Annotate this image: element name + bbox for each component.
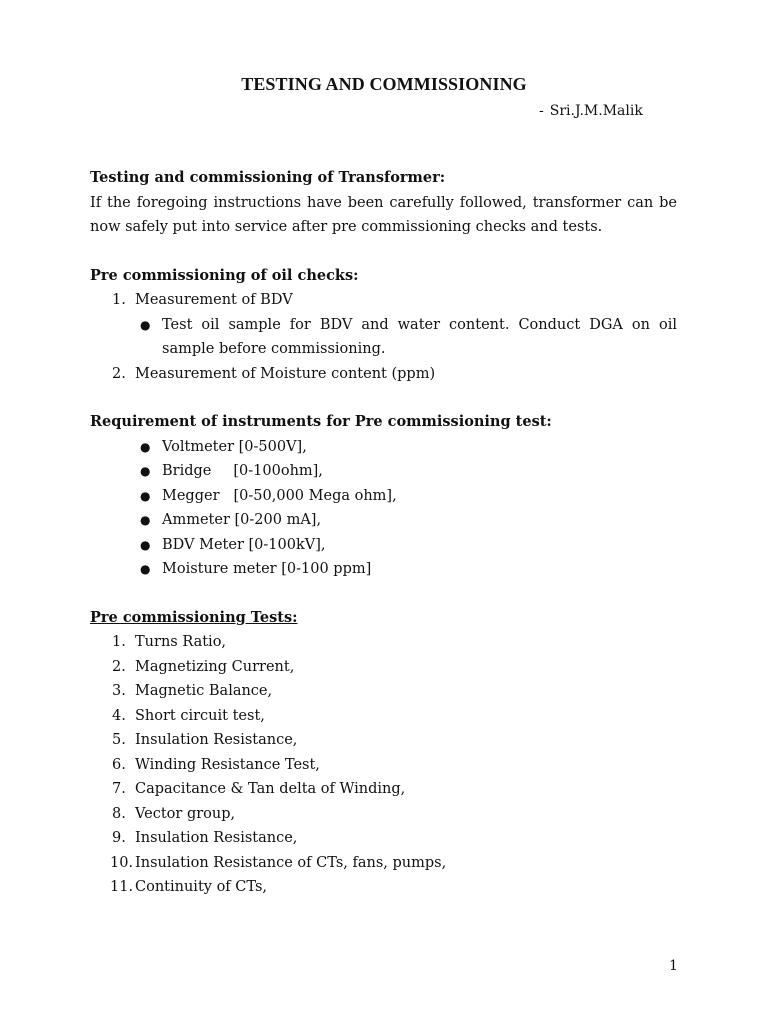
bullet-icon: ● — [140, 537, 151, 552]
instrument-name: Megger — [162, 487, 220, 504]
list-item-number: 9. — [112, 830, 126, 846]
author-name: Sri.J.M.Malik — [549, 103, 643, 119]
list-item-number: 7. — [112, 781, 126, 797]
list-item — [90, 753, 677, 778]
list-item-number: 1. — [112, 634, 126, 650]
list-item-number: 2. — [112, 365, 126, 382]
list-item-text: Insulation Resistance, — [135, 732, 298, 748]
list-item-text: Short circuit test, — [135, 707, 265, 724]
list-item — [90, 728, 677, 753]
list-item-number: 4. — [112, 707, 126, 724]
intro-paragraph: If the foregoing instructions have been carefully followed, transformer can be now safely put into service after pre commissioning checks and tests. — [90, 194, 677, 235]
list-item — [90, 288, 677, 313]
tests-list — [90, 630, 677, 900]
list-item — [90, 704, 677, 729]
bullet-item — [90, 484, 677, 509]
section-heading-instruments: Requirement of instruments for Pre commissioning test: — [90, 413, 552, 430]
list-item-text: Continuity of CTs, — [135, 879, 268, 895]
bullet-icon: ● — [140, 464, 151, 478]
bullet-icon: ● — [140, 513, 151, 527]
list-item-text: Magnetic Balance, — [135, 683, 273, 699]
instrument-range: [0-100ohm], — [233, 463, 323, 479]
author-dash: - — [539, 103, 544, 119]
bullet-icon: ● — [140, 439, 151, 454]
bullet-icon: ● — [140, 317, 151, 332]
list-item-number: 8. — [112, 805, 126, 822]
instrument-name: Moisture meter [0-100 ppm] — [162, 561, 372, 577]
list-item-number: 6. — [112, 756, 126, 773]
list-item-text: Turns Ratio, — [135, 634, 227, 650]
section-spacer — [90, 240, 677, 264]
list-item — [90, 851, 677, 876]
list-item — [90, 679, 677, 704]
bullet-icon: ● — [140, 488, 151, 503]
bullet-item — [90, 533, 677, 558]
instrument-range: [0-50,000 Mega ohm], — [233, 487, 397, 504]
list-item — [90, 802, 677, 827]
list-item — [90, 875, 677, 900]
list-item — [90, 655, 677, 680]
page-number: 1 — [669, 958, 678, 974]
section-heading-transformer: Testing and commissioning of Transformer: — [90, 169, 446, 186]
bullet-item — [90, 508, 677, 533]
list-item — [90, 826, 677, 851]
list-item-number: 1. — [112, 292, 126, 308]
instrument-name: Ammeter [0-200 mA], — [162, 512, 322, 528]
list-item-number: 5. — [112, 732, 126, 748]
list-item-number: 11. — [110, 879, 134, 895]
bullet-item — [90, 313, 677, 362]
section-heading-oil-checks: Pre commissioning of oil checks: — [90, 266, 359, 284]
instrument-name: BDV Meter [0-100kV], — [162, 536, 326, 553]
list-item-text: Magnetizing Current, — [135, 658, 295, 675]
list-item-text: Insulation Resistance of CTs, fans, pumps, — [135, 854, 447, 871]
list-item-number: 2. — [112, 658, 126, 675]
list-item-text: Winding Resistance Test, — [135, 756, 320, 773]
list-item-text: Measurement of BDV — [135, 292, 293, 308]
list-item-number: 10. — [110, 854, 134, 871]
document-body — [90, 166, 677, 900]
list-item — [90, 362, 677, 387]
bullet-icon: ● — [140, 562, 151, 576]
oil-checks-list-continued — [90, 362, 677, 387]
list-item-number: 3. — [112, 683, 126, 699]
document-title: TESTING AND COMMISSIONING — [241, 74, 527, 94]
list-item-text: Capacitance & Tan delta of Winding, — [135, 781, 406, 797]
list-item-text: Measurement of Moisture content (ppm) — [135, 365, 436, 382]
bullet-item — [90, 459, 677, 484]
bullet-item — [90, 557, 677, 582]
author-line — [539, 103, 643, 119]
section-spacer — [90, 386, 677, 410]
bullet-item — [90, 435, 677, 460]
list-item — [90, 630, 677, 655]
section-spacer — [90, 582, 677, 606]
oil-checks-sublist — [90, 313, 677, 362]
bullet-item-text: Test oil sample for BDV and water content. Conduct DGA on oil sample before commissioning. — [162, 316, 677, 357]
oil-checks-list — [90, 288, 677, 313]
list-item-text: Insulation Resistance, — [135, 830, 298, 846]
instrument-name: Bridge — [162, 463, 212, 479]
instruments-list — [90, 435, 677, 582]
list-item-text: Vector group, — [135, 805, 236, 822]
list-item — [90, 777, 677, 802]
instrument-name: Voltmeter [0-500V], — [162, 438, 307, 455]
section-heading-tests: Pre commissioning Tests: — [90, 608, 298, 626]
